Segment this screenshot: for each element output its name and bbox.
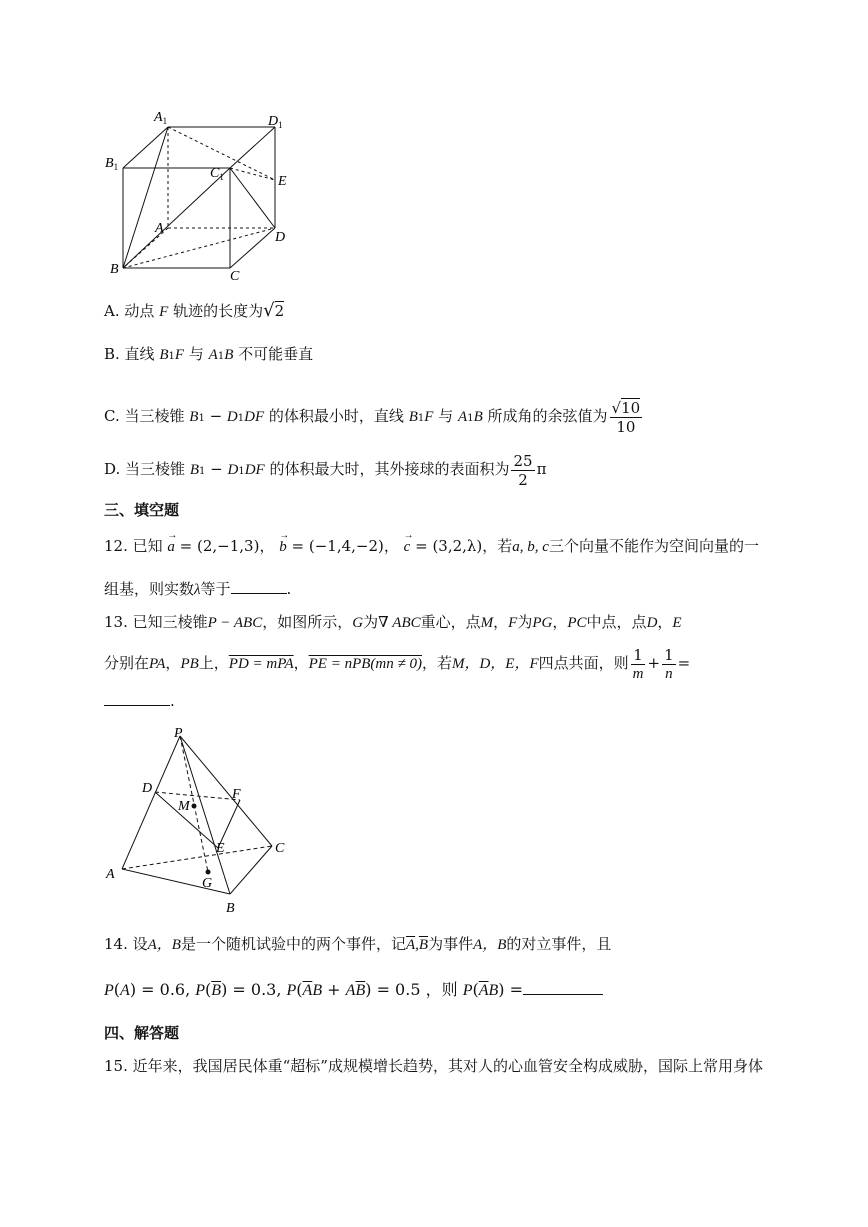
- point-m: [192, 804, 197, 809]
- label-C: C: [230, 269, 240, 284]
- label-A: A: [155, 221, 164, 236]
- label-B: B: [110, 262, 119, 277]
- section-4-title: 四、解答题: [104, 1024, 180, 1042]
- label-B1: $B_1$: [105, 156, 119, 172]
- label-A1: $A_1$: [154, 110, 168, 126]
- section-3-title: 三、填空题: [104, 501, 180, 519]
- q15-line1: 15. 近年来，我国居民体重“超标”成规模增长趋势，其对人的心血管安全构成威胁，国际上常用身体: [104, 1057, 763, 1075]
- q14-line2: P(A) = 0.6, $P(\overline{B}) = 0.3$, $P(\overline{A}B + A\overline{B}) = 0.5$ ，则 $P(\overline{A}B)$ =: [104, 979, 603, 1002]
- q13-answer-blank[interactable]: [104, 691, 170, 706]
- label-F: F: [232, 787, 241, 802]
- q13-line3: .: [104, 690, 175, 712]
- q12-answer-blank[interactable]: [231, 579, 287, 594]
- label-D: D: [275, 230, 286, 245]
- q12-line1: 12. 已知 → a = (2,−1,3)， → b = (−1,4,−2)， → c = (3,2,λ)，若a, b, c三个向量不能作为空间向量的一: [104, 535, 759, 558]
- q13-line2: 分别在PA，PB上，PD = mPA，PE = nPB(mn ≠ 0)，若M，D，E，F四点共面，则 $\frac{1}{m}$ + $\frac{1}{n}$ =: [104, 645, 691, 682]
- label-E: E: [278, 174, 287, 189]
- label-D2: D: [142, 781, 153, 796]
- option-a: A. 动点 F 轨迹的长度为√2: [104, 300, 285, 321]
- label-G: G: [202, 876, 213, 891]
- point-g: [206, 870, 211, 875]
- label-A2: A: [106, 867, 115, 882]
- q13-line1: 13. 已知三棱锥P − ABC，如图所示，G为∇ ABC重心，点M，F为PG，PC中点，点D，E: [104, 613, 682, 631]
- label-C2: C: [275, 841, 285, 856]
- q14-answer-blank[interactable]: [523, 980, 603, 995]
- option-b: B. 直线 B1F 与 A1B 不可能垂直: [104, 345, 314, 363]
- label-C1: $C_1$: [210, 166, 224, 182]
- q14-line1: 14. 设A，B是一个随机试验中的两个事件，记$\overline{A},\overline{B}$为事件A，B的对立事件，且: [104, 935, 612, 953]
- label-D1: $D_1$: [268, 114, 283, 130]
- label-B2: B: [226, 901, 235, 916]
- option-d: D. 当三棱锥 B1 − D1DF 的体积最大时，其外接球的表面积为 $\frac{25}{2}$ π: [104, 451, 547, 489]
- label-M: M: [178, 799, 190, 814]
- label-P: P: [174, 726, 183, 741]
- option-c: C. 当三棱锥 B1 − D1DF 的体积最小时，直线 B1F 与 A1B 所成角的余弦值为 $\frac{√10}{10}$: [104, 398, 641, 436]
- label-E2: E: [216, 841, 225, 856]
- cube-figure: [100, 105, 300, 285]
- tetrahedron-figure: [100, 722, 300, 917]
- q12-line2: 组基，则实数λ等于 .: [104, 580, 292, 598]
